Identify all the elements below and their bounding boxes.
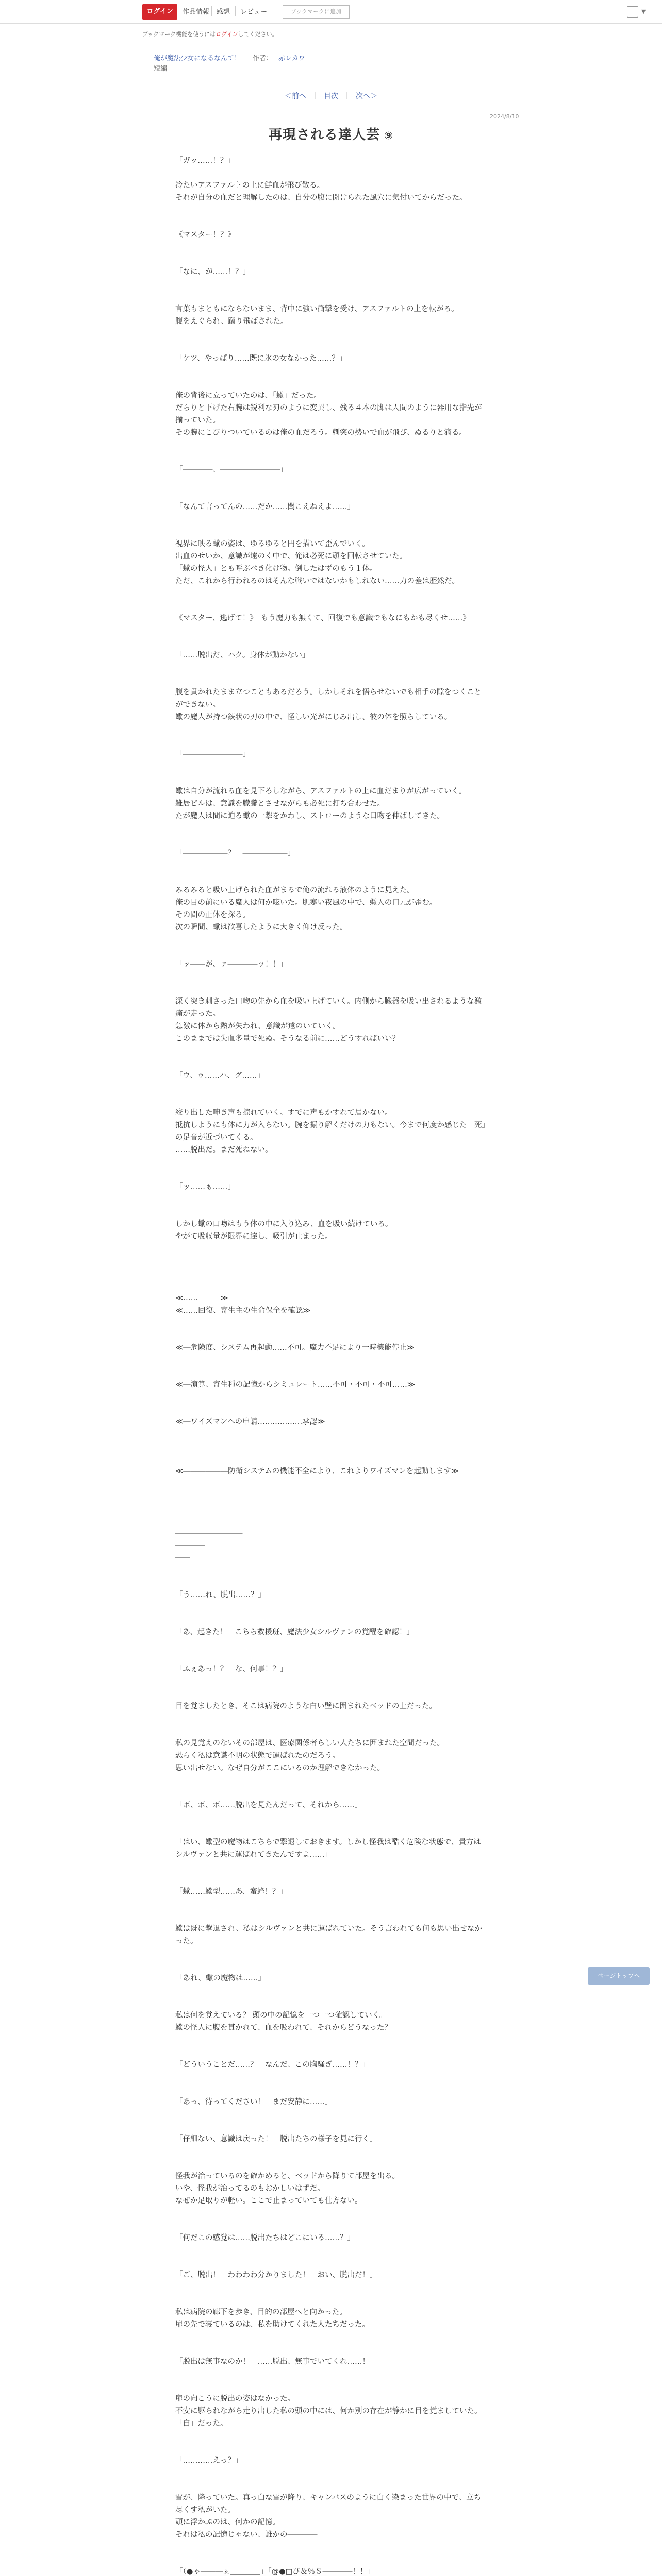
novel-line xyxy=(175,1317,487,1329)
novel-line xyxy=(175,526,487,538)
novel-line: ≪―ワイズマンへの申請………………承認≫ xyxy=(175,1418,325,1426)
table-of-contents-link[interactable]: 目次 xyxy=(324,92,338,100)
novel-line: 冷たいアスファルトの上に鮮血が飛び散る。 xyxy=(175,181,325,190)
novel-line: しかし蠍の口吻はもう体の中に入り込み、血を吸い続けている。 xyxy=(175,1220,393,1228)
novel-line: ―――― xyxy=(175,1541,205,1550)
episode-pager-top: ＜前へ ｜ 目次 ｜ 次へ＞ xyxy=(285,92,377,100)
novel-line xyxy=(175,1564,487,1577)
novel-line xyxy=(175,1428,487,1440)
novel-line xyxy=(175,1997,487,2009)
novel-line: 蠍の怪人に腹を貫かれて、血を吸われて、それからどうなった？ xyxy=(175,2024,392,2032)
novel-line: このままでは失血多量で死ぬ。そうなる前に……どうすればいい？ xyxy=(175,1035,400,1043)
novel-line: みるみると吸い上げられた血がまるで俺の流れる液体のように見えた。 xyxy=(175,886,415,894)
novel-line: 頭に浮かぶのは、何かの記憶。 xyxy=(175,2518,280,2527)
novel-line: 「何だこの感覚は……脱出たちはどこにいる……？」 xyxy=(175,2234,355,2242)
novel-line xyxy=(175,340,487,352)
novel-line: 「――――、――――――――」 xyxy=(175,466,288,474)
novel-line: 《マスター！？》 xyxy=(175,231,235,239)
novel-line xyxy=(175,1898,487,1910)
novel-line xyxy=(175,1774,487,1787)
novel-line xyxy=(175,1490,487,1502)
novel-line xyxy=(175,1985,487,1997)
novel-line: 「どういうことだ……？ なんだ、この胸騒ぎ……！？」 xyxy=(175,2061,370,2069)
novel-line: その腕にこびりついているのは俺の血だろう。刺突の勢いで血が飛び、ぬるりと滴る。 xyxy=(175,429,467,437)
novel-line xyxy=(175,1787,487,1799)
novel-line xyxy=(175,2121,487,2133)
novel-line xyxy=(175,983,487,995)
novel-line xyxy=(175,1329,487,1342)
novel-line: 「ふぇあっ！？ な、何事！？」 xyxy=(175,1665,288,1673)
novel-line: 俺の目の前にいる魔人は何か呟いた。肌寒い夜風の中で、蠍人の口元が歪む。 xyxy=(175,899,437,907)
novel-line: 急激に体から熱が失われ、意識が遠のいていく。 xyxy=(175,1022,340,1030)
novel-line xyxy=(175,241,487,253)
novel-line: 「ケツ、やっぱり……既に氷の女なかった……？」 xyxy=(175,354,347,363)
novel-line xyxy=(175,1366,487,1379)
novel-line xyxy=(175,2368,487,2380)
novel-line xyxy=(175,637,487,649)
novel-line xyxy=(175,1960,487,1972)
novel-line xyxy=(175,872,487,884)
novel-line xyxy=(175,662,487,674)
novel-line xyxy=(175,1910,487,1923)
novel-line: 私は病院の廊下を歩き、目的の部屋へと向かった。 xyxy=(175,2308,347,2316)
nav-divider xyxy=(235,6,236,16)
novel-line xyxy=(175,1688,487,1700)
novel-line: ≪―危険度、システム再起動……不可。魔力不足により一時機能停止≫ xyxy=(175,1344,415,1352)
novel-line xyxy=(175,2207,487,2219)
novel-line: ―― xyxy=(175,1554,190,1562)
novel-line xyxy=(175,451,487,464)
novel-line: ……脱出だ。まだ死ねない。 xyxy=(175,1146,273,1154)
novel-line xyxy=(175,2343,487,2355)
novel-line xyxy=(175,2219,487,2232)
novel-line xyxy=(175,2281,487,2294)
novel-line xyxy=(175,736,487,748)
novel-line xyxy=(175,2071,487,2083)
novel-line: 「蠍……蠍型……あ、蜜蜂！？」 xyxy=(175,1888,287,1896)
novel-line: それは私の記憶じゃない、誰かの―――― xyxy=(175,2531,318,2539)
novel-line: 視界に映る蠍の姿は、ゆるゆると円を描いて歪んでいく。 xyxy=(175,540,370,548)
novel-line xyxy=(175,624,487,637)
notice-text: ブックマーク機能を使うには xyxy=(142,31,216,38)
novel-line xyxy=(175,216,487,229)
chevron-down-icon[interactable]: ▼ xyxy=(641,8,646,15)
novel-line xyxy=(175,1713,487,1725)
notice-text: してください。 xyxy=(238,31,278,38)
novel-line: 「あっ、待ってください！ まだ安静に……」 xyxy=(175,2098,333,2106)
novel-line: 私の見覚えのないその部屋は、医療関係者らしい人たちに囲まれた空間だった。 xyxy=(175,1739,444,1748)
novel-line xyxy=(175,1168,487,1181)
novel-line xyxy=(175,1601,487,1614)
novel-line xyxy=(175,1391,487,1403)
novel-line: 蠍の魔人が持つ鋏状の刃の中で、怪しい光がにじみ出し、彼の体を照らしている。 xyxy=(175,713,452,721)
novel-line: いや、怪我が治ってるのもおかしいはずだ。 xyxy=(175,2184,325,2193)
novel-line xyxy=(175,1947,487,1960)
novel-line: 蠍は自分が流れる血を見下ろしながら、アスファルトの上に血だまりが広がっていく。 xyxy=(175,787,467,795)
novel-line: ただ、これから行われるのはそんな戦いではないかもしれない……力の差は歴然だ。 xyxy=(175,577,459,585)
novel-line: 「（●ゃ―――ぇ＿＿＿＿」「@●□び＆％＄――――！！」 xyxy=(175,2568,375,2576)
novel-line xyxy=(175,2553,487,2566)
novel-line: 「白」だった。 xyxy=(175,2419,228,2428)
novel-line xyxy=(175,2158,487,2170)
novel-line xyxy=(175,2046,487,2059)
novel-line xyxy=(175,723,487,736)
novel-line: 「――――――――」 xyxy=(175,750,250,758)
episode-date: 2024/8/10 xyxy=(490,113,519,120)
novel-line: 《マスター、逃げて！》 もう魔力も無くて、回復でも意識でもなにもかも尽くせ……》 xyxy=(175,614,470,622)
novel-line xyxy=(175,2083,487,2096)
novel-line xyxy=(175,1440,487,1453)
episode-title xyxy=(0,125,662,146)
novel-line xyxy=(175,1675,487,1688)
novel-line: 次の瞬間、蠍は歓喜したように大きく仰け反った。 xyxy=(175,923,347,931)
novel-line xyxy=(175,859,487,872)
novel-line xyxy=(175,2479,487,2492)
novel-line: 「ッ……ぁ……」 xyxy=(175,1183,235,1191)
next-episode-link[interactable]: 次へ＞ xyxy=(356,92,377,100)
novel-line xyxy=(175,2034,487,2046)
novel-line: 目を覚ましたとき、そこは病院のような白い壁に囲まれたベッドの上だった。 xyxy=(175,1702,437,1710)
novel-line: 扉の先で寝ているのは、私を助けてくれた人たちだった。 xyxy=(175,2320,370,2329)
novel-line xyxy=(175,439,487,451)
novel-line xyxy=(175,1873,487,1886)
novel-body xyxy=(175,155,487,2576)
novel-line: 絞り出した呻き声も掠れていく。すでに声もかすれて届かない。 xyxy=(175,1109,392,1117)
novel-line xyxy=(175,204,487,216)
novel-line xyxy=(175,1267,487,1280)
novel-line xyxy=(175,2331,487,2343)
novel-line xyxy=(175,1515,487,1527)
novel-line: 恐らく私は意識不明の状態で運ばれたのだろう。 xyxy=(175,1752,340,1760)
novel-line xyxy=(175,278,487,291)
novel-line xyxy=(175,822,487,835)
novel-line: 「…………えっ？」 xyxy=(175,2456,243,2465)
prev-episode-link[interactable]: ＜前へ xyxy=(285,92,306,100)
novel-line xyxy=(175,377,487,389)
episode-number: ⑨ xyxy=(384,129,393,142)
novel-line: 「なに、が……！？」 xyxy=(175,268,250,276)
novel-line: なぜか足取りが軽い。ここで止まっていても仕方ない。 xyxy=(175,2197,362,2205)
login-link[interactable]: ログイン xyxy=(216,31,238,38)
novel-line xyxy=(175,476,487,488)
novel-line xyxy=(175,253,487,266)
novel-line xyxy=(175,1354,487,1366)
novel-line: 腹をえぐられ、蹴り飛ばされた。 xyxy=(175,317,288,326)
novel-line: やがて吸収量が限界に達し、吸引が止まった。 xyxy=(175,1232,333,1241)
novel-line xyxy=(175,1255,487,1267)
novel-line xyxy=(175,1811,487,1824)
novel-line xyxy=(175,1478,487,1490)
novel-line: 「ガッ……！？」 xyxy=(175,157,235,165)
novel-line xyxy=(175,2294,487,2306)
bookmark-login-notice xyxy=(142,30,278,39)
novel-line: 「あれ、蠍の魔物は……」 xyxy=(175,1974,266,1982)
novel-line: ≪――――――防衛システムの機能不全により、これよりワイズマンを起動します≫ xyxy=(175,1467,459,1476)
novel-line xyxy=(175,1082,487,1094)
novel-line: 蠍は既に撃退され、私はシルヴァンと共に運ばれていた。そう言われても何も思い出せなかった。 xyxy=(175,1925,482,1945)
novel-line xyxy=(175,1453,487,1465)
novel-line: だらりと下げた右腕は鋭利な刃のように変異し、残る４本の脚は人間のように器用な指先が揃っていた。 xyxy=(175,404,482,425)
novel-line xyxy=(175,1206,487,1218)
novel-line xyxy=(175,835,487,847)
novel-line xyxy=(175,600,487,612)
novel-line: 俺の背後に立っていたのは、「蠍」だった。 xyxy=(175,392,321,400)
novel-line: 腹を貫かれたまま立つこともあるだろう。しかしそれを悟らせないでも相手の隙をつくことができない。 xyxy=(175,688,482,709)
novel-line: たが魔人は間に迫る蠍の一撃をかわし、ストローのような口吻を伸ばしてきた。 xyxy=(175,812,444,820)
novel-line xyxy=(175,587,487,600)
novel-line: 「……脱出だ、ハク。身体が動かない」 xyxy=(175,651,310,659)
novel-line xyxy=(175,2442,487,2454)
novel-line xyxy=(175,167,487,179)
novel-line xyxy=(175,1651,487,1663)
episode-title-text: 再現される達人芸 xyxy=(269,127,380,143)
novel-line: 「ッ――が、ァ――――ッ！！」 xyxy=(175,960,288,969)
novel-line xyxy=(175,488,487,501)
novel-line: 「う……れ、脱出……？」 xyxy=(175,1591,266,1599)
novel-line xyxy=(175,365,487,377)
login-button[interactable]: ログイン xyxy=(142,4,177,20)
novel-line xyxy=(175,946,487,958)
novel-line xyxy=(175,1861,487,1873)
novel-line: 「ボ、ボ、ボ……脱出を見たんだって、それから……」 xyxy=(175,1801,362,1809)
novel-line: 怪我が治っているのを確かめると、ベッドから降りて部屋を出る。 xyxy=(175,2172,400,2180)
novel-line xyxy=(175,1577,487,1589)
nav-item-novel-info[interactable]: 作品情報 xyxy=(183,8,210,16)
work-type-label: 短編 xyxy=(154,65,168,73)
novel-line: 「ご、脱出！ わわわわ分かりました！ おい、脱出だ！」 xyxy=(175,2271,377,2279)
novel-line: 不安に駆られながら走り出した私の頭の中には、何か別の存在が静かに目を覚ましていた。 xyxy=(175,2407,482,2415)
novel-line xyxy=(175,1156,487,1168)
novel-line: 「――――――？ ――――――」 xyxy=(175,849,295,857)
novel-line: その間の正体を探る。 xyxy=(175,911,250,919)
novel-line xyxy=(175,760,487,773)
novel-line xyxy=(175,2541,487,2553)
novel-line xyxy=(175,2467,487,2479)
novel-line: 「蠍の怪人」とも呼ぶべき化け物。倒したはずのもう１体。 xyxy=(175,565,377,573)
novel-line xyxy=(175,1280,487,1292)
novel-line: 思い出せない。なぜ自分がここにいるのか理解できなかった。 xyxy=(175,1764,385,1772)
novel-line xyxy=(175,291,487,303)
author-label: 作者： xyxy=(253,55,273,62)
novel-line xyxy=(175,971,487,983)
novel-line: 「あ、起きた！ こちら救援班、魔法少女シルヴァンの覚醒を確認！」 xyxy=(175,1628,414,1636)
novel-line: ≪……＿＿＿≫ xyxy=(175,1294,228,1302)
novel-line xyxy=(175,2257,487,2269)
nav-divider xyxy=(211,6,212,16)
add-bookmark-button[interactable]: ブックマークに追加 xyxy=(283,5,350,19)
page-top-button[interactable]: ページトップへ xyxy=(588,1967,650,1985)
novel-line: ――――――――― xyxy=(175,1529,243,1537)
novel-line: 言葉もまともにならないまま、背中に強い衝撃を受け、アスファルトの上を転がる。 xyxy=(175,305,459,313)
novel-line xyxy=(175,1045,487,1057)
novel-line: 出血のせいか、意識が遠のく中で、俺は必死に頭を回転させていた。 xyxy=(175,552,407,561)
novel-line xyxy=(175,1824,487,1836)
novel-line xyxy=(175,2430,487,2442)
novel-line: 深く突き刺さった口吻の先から血を吸い上げていく。内側から臓器を吸い出されるような激痛が走った。 xyxy=(175,997,482,1018)
novel-line xyxy=(175,1638,487,1651)
novel-line xyxy=(175,773,487,785)
novel-line xyxy=(175,1094,487,1107)
novel-line xyxy=(175,1614,487,1626)
novel-line xyxy=(175,1193,487,1206)
novel-line: 「はい、蠍型の魔物はこちらで撃退しておきます。しかし怪我は酷く危険な状態で、貴方はシルヴァンと共に運ばれてきたんですよ……」 xyxy=(175,1838,481,1859)
novel-line xyxy=(175,1725,487,1737)
novel-line xyxy=(175,2380,487,2393)
novel-line xyxy=(175,1502,487,1515)
novel-line: 抵抗しようにも体に力が入らない。腕を振り解くだけの力もない。今まで何度か感じた「死」の足音が近づいてくる。 xyxy=(175,1121,486,1142)
novel-line xyxy=(175,934,487,946)
novel-line: 「ウ、ゥ……ハ、グ……」 xyxy=(175,1072,264,1080)
novel-line: ≪……回復、寄生主の生命保全を確認≫ xyxy=(175,1307,311,1315)
novel-line xyxy=(175,2244,487,2257)
novel-line: ≪―演算、寄生種の記憶からシミュレート……不可・不可・不可……≫ xyxy=(175,1381,416,1389)
novel-line: それが自分の血だと理解したのは、自分の腹に開けられた風穴に気付いてからだった。 xyxy=(175,194,467,202)
series-title-link[interactable]: 俺が魔法少女になるなんて！ xyxy=(154,55,241,62)
author-link[interactable]: 赤レカワ xyxy=(278,55,306,62)
novel-line xyxy=(175,328,487,340)
novel-line xyxy=(175,1243,487,1255)
nav-item-comments[interactable]: 感想 xyxy=(217,8,230,16)
nav-item-reviews[interactable]: レビュー xyxy=(240,8,268,16)
novel-line: 雑居ビルは、意識を朦朧とさせながらも必死に打ち合わせた。 xyxy=(175,800,385,808)
novel-line: 雪が、降っていた。真っ白な雪が降り、キャンバスのように白く染まった世界の中で、立ち尽くす私がいた。 xyxy=(175,2494,482,2514)
top-navigation-bar xyxy=(0,0,662,24)
novel-line xyxy=(175,674,487,686)
novel-line: 「脱出は無事なのか！ ……脱出、無事でいてくれ……！」 xyxy=(175,2358,377,2366)
novel-line: 扉の向こうに脱出の姿はなかった。 xyxy=(175,2395,295,2403)
novel-line xyxy=(175,2108,487,2121)
novel-line xyxy=(175,2145,487,2158)
novel-line: 「仔細ない、意識は戻った！ 脱出たちの様子を見に行く」 xyxy=(175,2135,377,2143)
menu-icon[interactable] xyxy=(627,6,638,18)
novel-line: 私は何を覚えている？ 頭の中の記憶を一つ一つ確認していく。 xyxy=(175,2011,387,2020)
novel-line xyxy=(175,1403,487,1416)
novel-line xyxy=(175,513,487,526)
novel-line xyxy=(175,1057,487,1070)
novel-line: 「なんて言ってんの……だか……聞こえねえよ……」 xyxy=(175,503,355,511)
